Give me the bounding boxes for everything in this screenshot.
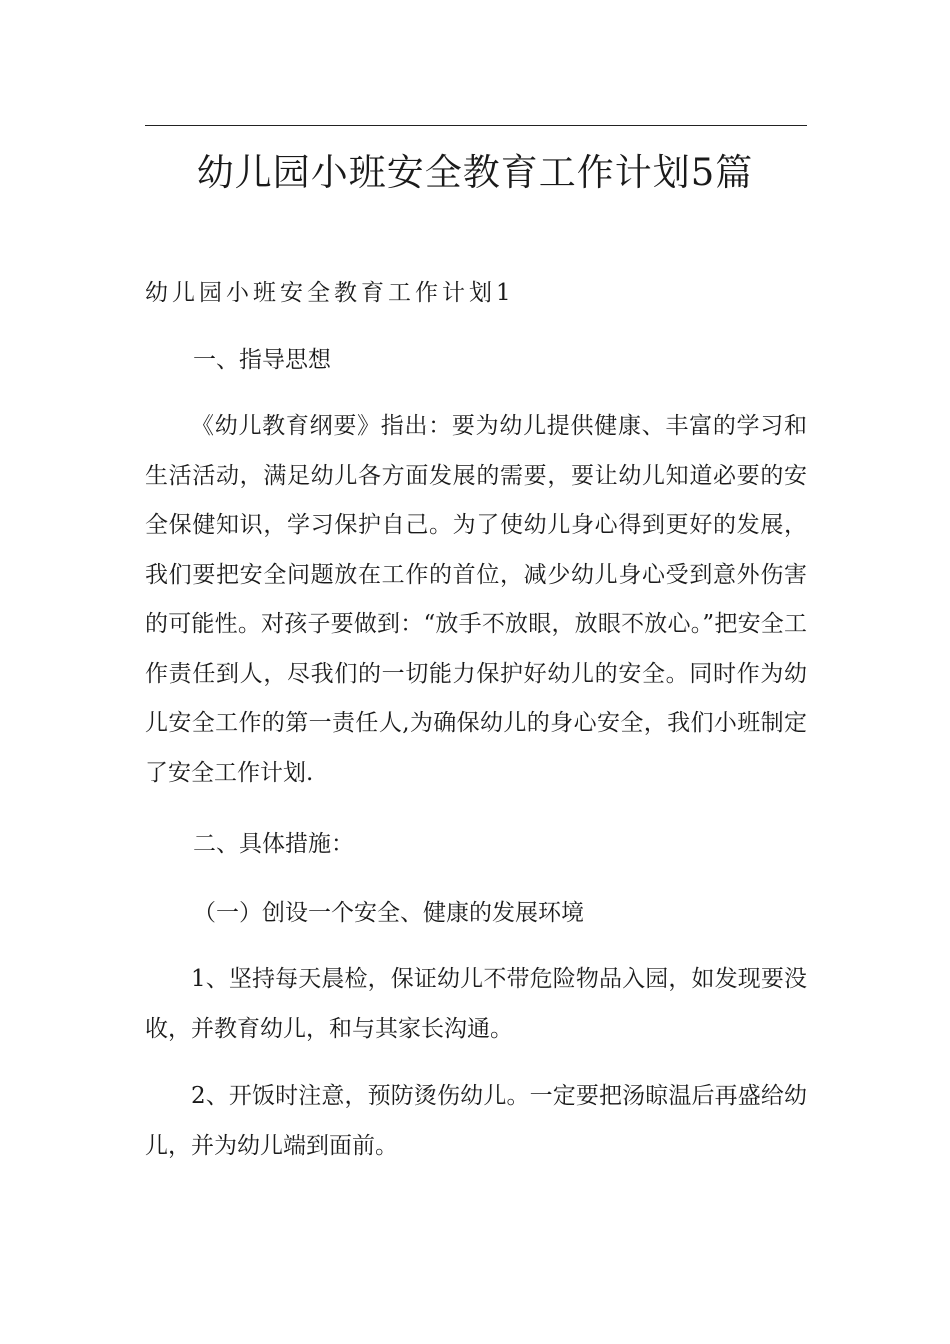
heading-guiding-thought: 一、指导思想 [193, 347, 331, 373]
paragraph-guiding-thought: 《幼儿教育纲要》指出：要为幼儿提供健康、丰富的学习和生活活动，满足幼儿各方面发展的需要，要让幼儿知道必要的安全保健知识，学习保护自己。为了使幼儿身心得到更好的发展，我们要把安全问题放在工作的首位，减少幼儿身心受到意外伤害的可能性。对孩子要做到：“放手不放眼，放眼不放心。”把安全工作责任到人，尽我们的一切能力保护好幼儿的安全。同时作为幼儿安全工作的第一责任人,为确保幼儿的身心安全，我们小班制定了安全工作计划. [145, 413, 807, 786]
subheading-environment: （一）创设一个安全、健康的发展环境 [193, 900, 584, 926]
document-title: 幼儿园小班安全教育工作计划5篇 [196, 151, 754, 194]
header-rule [145, 125, 807, 126]
heading-measures: 二、具体措施： [193, 831, 354, 857]
section-title: 幼儿园小班安全教育工作计划1 [145, 280, 515, 306]
list-item-morning-check: 1、坚持每天晨检，保证幼儿不带危险物品入园，如发现要没收，并教育幼儿，和与其家长沟通。 [145, 966, 807, 1042]
list-item-meal-safety: 2、开饭时注意，预防烫伤幼儿。一定要把汤晾温后再盛给幼儿，并为幼儿端到面前。 [145, 1083, 807, 1159]
